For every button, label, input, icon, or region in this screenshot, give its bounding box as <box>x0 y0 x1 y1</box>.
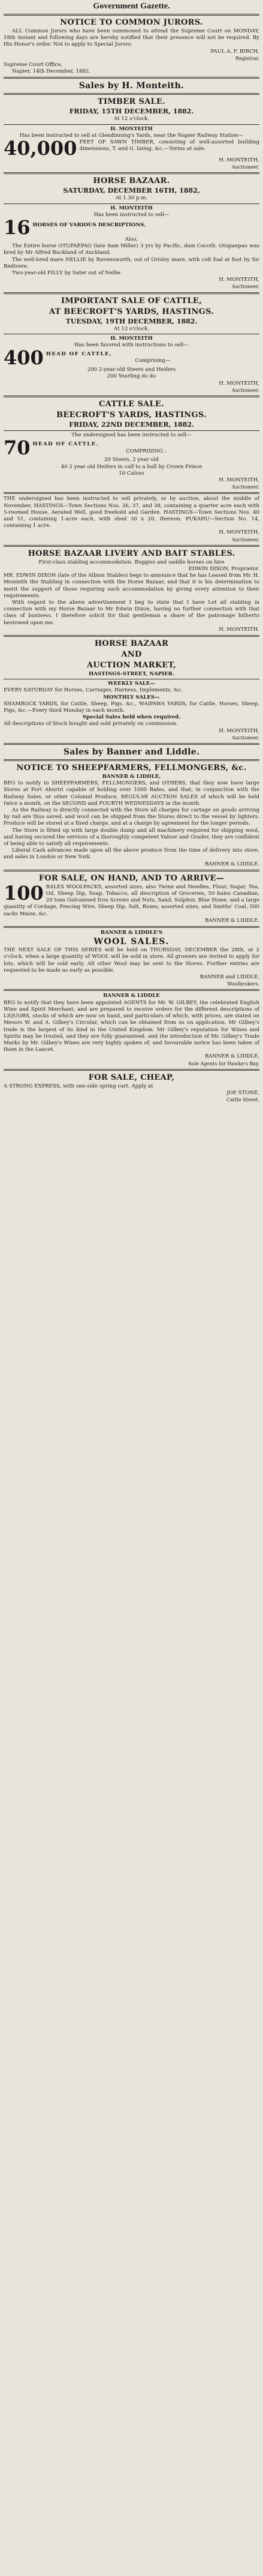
divider <box>4 759 259 761</box>
market-special: Special Sales held when required. <box>82 714 181 721</box>
market-signature: H. MONTEITH, <box>219 727 259 734</box>
livery-body: MR. EDWIN DIXON (late of the Albion Stables) begs to announce that he has Leased from Mr. H. Monteith the Stabling in connection with the Horse Bazaar, and that it is his determination to merit the support of those requiring such accommodation by giving every attention to their requirements. <box>4 573 259 599</box>
auction-market-notice <box>4 639 259 741</box>
livery-stables-notice <box>4 549 259 633</box>
divider <box>4 172 259 174</box>
sheep-body2: As the Railway is directly connected with the Store all charges for cartage on goods arriving by rail are thus saved, and wool can be shipped from the Stores direct to the vessel by lighters. Produce will be stored at a fixed charge, and at a charge by agreement for the longer periods. <box>4 807 259 827</box>
divider <box>4 14 259 16</box>
market-heading1: HORSE BAZAAR <box>94 639 169 648</box>
cattle1-auctioneer: H. MONTEITH <box>110 335 153 342</box>
cattle2-desc: HEAD OF CATTLE. <box>32 441 99 448</box>
cart-body: A STRONG EXPRESS, with one-side spring cart. Apply at <box>4 1083 153 1089</box>
divider <box>4 1069 259 1071</box>
divider <box>4 743 259 745</box>
divider <box>4 124 259 125</box>
agents-signature: BANNER & LIDDLE, <box>204 1053 259 1060</box>
banner-liddle-banner: Sales by Banner and Liddle. <box>63 747 200 757</box>
jurors-office: Supreme Court Office, <box>4 62 63 68</box>
woolpacks-signature: BANNER & LIDDLE. <box>204 917 259 924</box>
cattle2-intro: The undersigned has been instructed to sell— <box>71 432 192 439</box>
divider <box>4 926 259 928</box>
cattle2-heading2: BEECROFT'S YARDS, HASTINGS. <box>56 411 207 420</box>
town-sections-title: Auctioneer. <box>231 537 259 543</box>
horse-count: 16 <box>4 216 31 239</box>
horse-also: Also, <box>125 236 138 243</box>
horse-time: At 1.30 p.m. <box>115 195 148 202</box>
horse-auctioneer: H. MONTEITH <box>110 205 153 211</box>
gilbey-agents-notice <box>4 993 259 1067</box>
timber-time: At 12 o'clock. <box>114 116 149 122</box>
market-weekly-heading: WEEKLY SALE— <box>108 681 155 687</box>
timber-heading: TIMBER SALE. <box>97 97 166 107</box>
market-address: HASTINGS-STREET, NAPIER. <box>89 670 174 677</box>
divider <box>4 492 259 494</box>
divider <box>4 292 259 294</box>
cattle2-items: 20 Steers, 2 year old 40 2 year old Heifers in calf to a bull by Crown Prince 10 Calves <box>61 457 202 477</box>
cattle2-title: Auctioneer. <box>231 484 259 490</box>
cattle1-signature: H. MONTEITH, <box>219 380 259 387</box>
horse-bazaar-sale <box>4 176 259 290</box>
jurors-notice <box>4 17 259 75</box>
cattle1-items: 200 2-year-old Steers and Heifers 200 Yearling do do <box>87 367 176 380</box>
horse-heading: HORSE BAZAAR. <box>93 176 170 186</box>
horse-colt: Two-year-old FILLY by Sater out of Nellie <box>12 270 121 277</box>
divider <box>4 77 259 79</box>
timber-signature: H. MONTEITH, <box>219 157 259 164</box>
horse-intro: Has been instructed to sell— <box>93 211 170 218</box>
timber-auctioneer: H. MONTEITH <box>110 125 153 132</box>
cattle1-heading2: AT BEECROFT'S YARDS, HASTINGS. <box>49 307 214 316</box>
jurors-office-date: Napier, 14th December, 1882. <box>12 68 91 75</box>
sheep-body4: Liberal Cash advances made upon all the above produce from the time of delivery into store, and sales in London or New York. <box>4 847 259 861</box>
horse-date: SATURDAY, DECEMBER 16TH, 1882, <box>63 187 200 195</box>
woolpacks-count: 100 <box>4 881 44 904</box>
horse-desc: HORSES OF VARIOUS DESCRIPTIONS. <box>32 222 146 229</box>
cattle1-desc: HEAD OF CATTLE, <box>46 351 113 358</box>
horse-nellie: The well-bred mare NELLIE by Ravensworth, out of Grisley mare, with colt foal at foot by Sir Bedivere. <box>4 256 259 269</box>
timber-intro: Has been instructed to sell at Glendinning's Yards, near the Napier Railway Station— <box>19 132 244 139</box>
cattle1-intro: Has been favored with instructions to sell— <box>74 342 189 349</box>
livery-signature: H. MONTEITH. <box>219 626 259 633</box>
timber-title: Auctioneer. <box>231 164 259 170</box>
sheep-heading: NOTICE TO SHEEPFARMERS, FELLMONGERS, &c. <box>16 763 247 772</box>
jurors-heading: NOTICE TO COMMON JURORS. <box>60 18 203 27</box>
timber-amount: 40,000 <box>4 137 77 160</box>
livery-heading: HORSE BAZAAR LIVERY AND BAIT STABLES. <box>28 549 235 558</box>
market-monthly: SHAMROCK YARDS, for Cattle, Sheep, Pigs, &c., WAIPAWA YARDS, for Cattle, Horses, Sheep, Pigs, &c.—Every third Monday in each month. <box>4 700 259 714</box>
sheepfarmers-notice <box>4 763 259 868</box>
cattle-beecroft-sale <box>4 296 259 394</box>
wool-signature: BANNER and LIDDLE, <box>199 974 259 981</box>
town-sections-signature: H. MONTEITH, <box>219 529 259 536</box>
market-weekly: EVERY SATURDAY for Horses, Carriages, Harness, Implements, &c. <box>4 687 183 694</box>
divider <box>4 430 259 431</box>
sheep-signature: BANNER & LIDDLE. <box>204 861 259 867</box>
wool-title: Woolbrokers. <box>227 981 259 987</box>
cattle2-heading: CATTLE SALE. <box>99 400 164 409</box>
cattle2-signature: H. MONTEITH, <box>219 477 259 483</box>
wool-sales-notice <box>4 930 259 987</box>
cart-signature: JOE STONE, <box>226 1089 259 1096</box>
cattle1-heading: IMPORTANT SALE OF CATTLE, <box>61 296 202 305</box>
divider <box>4 989 259 991</box>
livery-body2: With regard to the above advertisement I beg to state that I have Let all stabling in connection with my Horse Bazaar to Mr Edwin Dixon, having no further connection with that class of business. I therefore solicit for that gentleman a share of the patronage hitherto bestowed upon me. <box>4 599 259 626</box>
market-heading3: AUCTION MARKET, <box>86 660 177 670</box>
cattle2-date: FRIDAY, 22ND DECEMBER, 1882. <box>69 421 194 429</box>
woolpacks-body: BALES WOOLPACKS, assorted sizes, also Twine and Needles, Flour, Sugar, Tea, Oil, Sheep Dip, Soap, Tobacco, all description of Groceries, 50 bales Canadian, 20 tons Galvanised Iron Screws and Nuts, Sand, Sulphur, Blue Stone, and a large quantity of Cordage, Fencing Wire, Sheep Dip, Salt, Boxes, assorted sizes, and Smiths' Coal, 500 sacks Maize, &c. <box>4 883 259 917</box>
divider <box>4 870 259 871</box>
cattle2-count: 70 <box>4 436 31 460</box>
livery-owner: EDWIN DIXON, Proprietor. <box>188 565 259 572</box>
newspaper-page <box>4 0 259 1103</box>
divider <box>4 545 259 547</box>
market-heading2: AND <box>121 649 142 659</box>
cattle-sale <box>4 399 259 490</box>
horse-title: Auctioneer. <box>231 284 259 290</box>
timber-date: FRIDAY, 15TH DECEMBER, 1882. <box>69 107 194 116</box>
cart-heading: FOR SALE, CHEAP, <box>88 1073 175 1082</box>
divider <box>4 93 259 95</box>
jurors-body: ALL Common Jurors who have been summoned to attend the Supreme Court on MONDAY, 18th instant and following days are hereby notified that their presence will not be required. By His Honor's order. Not to apply to Special Jurors. <box>4 28 259 48</box>
horse-signature: H. MONTEITH, <box>219 277 259 283</box>
agents-firm: BANNER & LIDDLE <box>103 993 160 999</box>
wool-heading: WOOL SALES. <box>93 937 170 947</box>
woolpacks-heading: FOR SALE, ON HAND, AND TO ARRIVE— <box>38 873 225 883</box>
divider <box>4 203 259 204</box>
timber-desc: FEET OF SAWN TIMBER, consisting of well-assorted building dimensions, T. and G. lining, &c.—Terms at sale. <box>79 139 259 152</box>
monteith-banner: Sales by H. Monteith. <box>78 81 185 91</box>
masthead: Government Gazette. <box>93 2 170 11</box>
woolpacks-notice <box>4 873 259 924</box>
sheep-body: BEG to notify to SHEEPFARMERS, FELLMONGERS, and OTHERS, that they now have large Stores at Port Ahuriri capable of holding over 1000 Bales, and that, in conjunction with the Railway Sales, or other Colonial Produce, REGULAR AUCTION SALES of which will be held twice a month, on the SECOND and FOURTH WEDNESDAYS in the month. <box>4 780 259 807</box>
timber-sale <box>4 97 259 170</box>
town-sections-notice <box>4 496 259 543</box>
wool-firm: BANNER & LIDDLE'S <box>100 930 163 936</box>
wool-body: THE NEXT SALE OF THIS SERIES will be held on THURSDAY, DECEMBER the 28th, at 2 o'clock, when a large quantity of WOOL will be sold in store. All growers are invited to apply for lots, which will be sold early. All other Wool may be sent to the Stores. Further entries are requested to be made as early as possible. <box>4 947 259 974</box>
cart-title: Cattle Street. <box>226 1097 259 1103</box>
cattle1-date: TUESDAY, 19TH DECEMBER, 1882. <box>65 317 198 325</box>
cattle1-title: Auctioneer. <box>231 387 259 393</box>
agents-title: Sole Agents for Hawke's Bay. <box>188 1061 259 1067</box>
cart-sale-notice <box>4 1073 259 1104</box>
town-sections-body: THE undersigned has been instructed to sell privately, or by auction, about the middle of November, HASTINGS—Town Sections Nos. 26, 37, and 38, containing a quarter acre each with 5-roomed House, Aerated Well, good freehold and Garden. HASTINGS—Town Sections Nos. 40 and 51, containing 1-acre each, with shed 30 x 20, thereon. PUKAHU—Section No. 14, containing 1 acre. <box>4 496 259 529</box>
cattle1-time: At 12 o'clock. <box>114 325 149 332</box>
market-monthly-heading: MONTHLY SALES— <box>103 694 160 700</box>
jurors-signature: PAUL A. F. BIRCH, <box>210 48 259 55</box>
cattle2-comprising: COMPRISING : <box>126 448 167 454</box>
cattle1-comprising: Comprising— <box>135 358 171 364</box>
market-allotments: All descriptions of Stock bought and sold privately on commission. <box>4 721 178 727</box>
sheep-body3: The Store is fitted up with large double dump and all machinery required for shipping wool, and having secured the services of a thoroughly competent Valuer and Grader, they are confident of being able to satisfy all requirements. <box>4 827 259 847</box>
divider <box>4 396 259 397</box>
cattle1-count: 400 <box>4 346 44 370</box>
jurors-title: Registrar. <box>235 55 259 61</box>
sheep-firm: BANNER & LIDDLE, <box>102 774 161 780</box>
livery-line1: First-class stabling accommodation. Buggies and saddle horses on hire <box>38 559 225 565</box>
divider <box>4 635 259 637</box>
market-title: Auctioneer. <box>231 735 259 741</box>
horse-entire: The Entire horse OTUPAEPAO (late Sam Miller) 3 yrs by Pacific, dam Cocoth. Otupaepao was bred by Mr Alfred Buckland of Auckland. <box>4 243 259 256</box>
agents-body: BEG to notify that they have been appointed AGENTS for Mr. W. GILBEY, the celebrated English Wine and Spirit Merchant, and are prepared to receive orders for the different descriptions of LIQUORS, stocks of which are now on hand, and particulars of which, with prices, are stated on Messrs W. and A. Gilbey's Circular, which can be obtained from us on application. Mr Gilbey's trade is the largest of its kind in the United Kingdom. Mr Gilbey's reputation for Wines and Spirits may be trusted, and they are fully guaranteed, and the introduction of Mr. Gilbey's Trade Marks by Mr. Gilbey's Wines are very highly spoken of, and favourable notice has been taken of them in the Lancet. <box>4 999 259 1053</box>
